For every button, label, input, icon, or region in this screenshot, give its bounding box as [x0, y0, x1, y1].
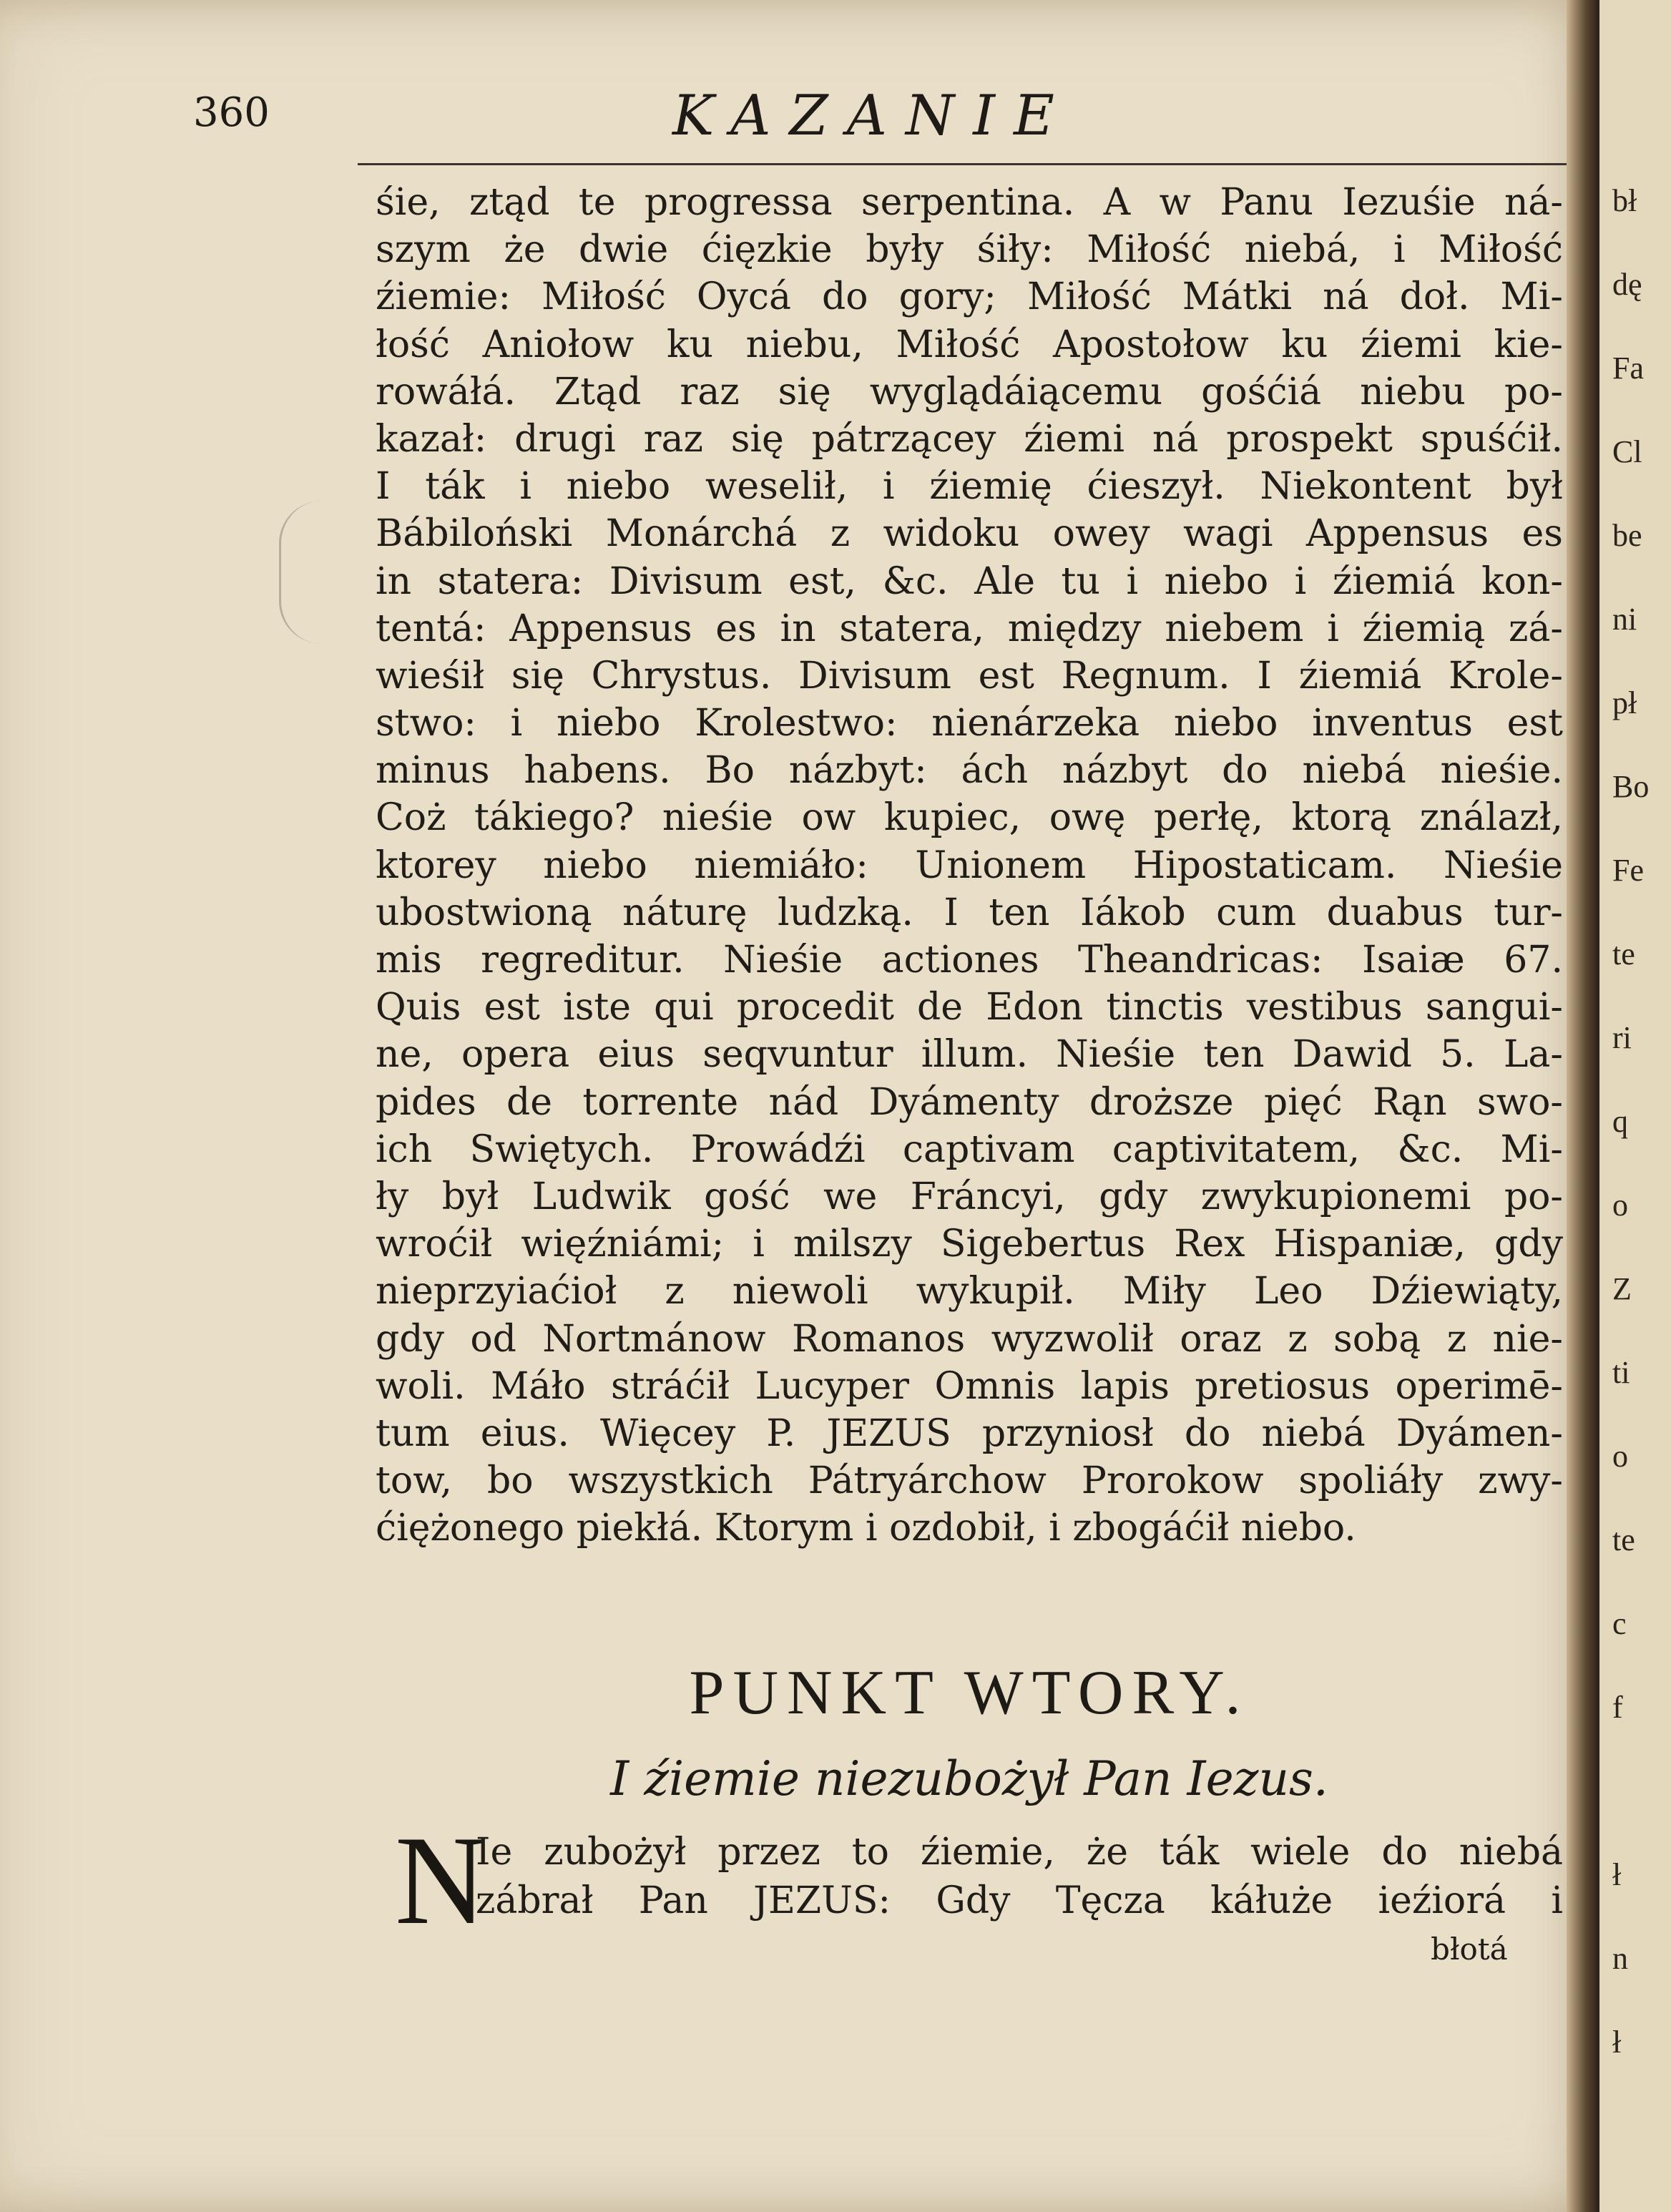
text-line: nieprzyiaćioł z niewoli wykupił. Miły Leo Dźiewiąty, [376, 1270, 1563, 1313]
next-page-fragment: q [1612, 1104, 1628, 1139]
text-line: pides de torrente nád Dyámenty droższe pięć Rąn swo- [376, 1080, 1563, 1124]
next-page-fragment: o [1612, 1439, 1628, 1474]
next-page-fragment: Z [1612, 1271, 1632, 1306]
text-line: rowáłá. Ztąd raz się wyglądáiącemu gośćiá niebu po- [376, 370, 1563, 413]
running-head: KAZANIE [672, 84, 1073, 148]
pencil-margin-mark [279, 501, 338, 644]
text-line: Ie zubożył przez to źiemie, że ták wiele do niebá [476, 1831, 1563, 1874]
text-line: szym że dwie ćięzkie były śiły: Miłość niebá, i Miłość [376, 228, 1563, 272]
text-line: in statera: Divisum est, &c. Ale tu i niebo i źiemiá kon- [376, 559, 1563, 603]
section-paragraph [476, 1828, 1563, 1925]
text-line: ubostwioną náturę ludzką. I ten Iákob cum duabus tur- [376, 891, 1563, 934]
drop-initial: N [395, 1809, 487, 1951]
text-line: ne, opera eius seqvuntur illum. Nieśie ten Dawid 5. La- [376, 1033, 1563, 1077]
page-number: 360 [193, 89, 270, 136]
text-line: źiemie: Miłość Oycá do gory; Miłość Mátki ná doł. Mi- [376, 275, 1563, 319]
next-page-fragment: c [1612, 1606, 1627, 1641]
text-line: ich Swiętych. Prowádźi captivam captivitatem, &c. Mi- [376, 1127, 1563, 1171]
next-page-fragment: Bo [1612, 769, 1650, 804]
text-line: woli. Máło stráćił Lucyper Omnis lapis pretiosus operimē- [376, 1364, 1563, 1408]
text-line: Bábiloński Monárchá z widoku owey wagi Appensus es [376, 512, 1563, 556]
body-text [376, 179, 1563, 1552]
text-line: wieśił się Chrystus. Divisum est Regnum. I źiemiá Krole- [376, 654, 1563, 698]
next-page-fragment: dę [1612, 267, 1642, 302]
page-header [193, 84, 1567, 154]
next-page-fragment: Fe [1612, 853, 1644, 888]
text-line: minus habens. Bo názbyt: ách názbyt do niebá nieśie. [376, 749, 1563, 793]
next-page-fragment: n [1612, 1941, 1628, 1976]
text-line: tentá: Appensus es in statera, między niebem i źiemią zá- [376, 607, 1563, 650]
section-subheading: I źiemie niezubożył Pan Iezus. [610, 1751, 1328, 1806]
text-line: tum eius. Więcey P. JEZUS przyniosł do niebá Dyámen- [376, 1411, 1563, 1455]
next-page-fragment: pł [1612, 685, 1637, 720]
text-line: mis regreditur. Nieśie actiones Theandricas: Isaiæ 67. [376, 939, 1563, 982]
next-page-fragment: bł [1612, 183, 1637, 218]
text-line: łość Aniołow ku niebu, Miłość Apostołow ku źiemi kie- [376, 323, 1563, 366]
text-line: I ták i niebo weselił, i źiemię ćieszył. Niekontent był [376, 465, 1563, 509]
text-line: stwo: i niebo Krolestwo: nienárzeka niebo inventus est [376, 702, 1563, 745]
next-page-fragment: ł [1612, 1857, 1622, 1892]
next-page-fragment: Fa [1612, 351, 1644, 386]
text-line: Quis est iste qui procedit de Edon tinctis vestibus sangui- [376, 986, 1563, 1029]
text-line: ćiężonego piekłá. Ktorym i ozdobił, i zbogáćił niebo. [376, 1507, 1356, 1550]
next-page-fragment: o [1612, 1188, 1628, 1223]
next-page-fragment: te [1612, 1522, 1635, 1557]
text-line: ły był Ludwik gość we Fráncyi, gdy zwykupionemi po- [376, 1175, 1563, 1218]
next-page-fragment: Cl [1612, 434, 1642, 469]
text-line: gdy od Nortmánow Romanos wyzwolił oraz z sobą z nie- [376, 1317, 1563, 1361]
text-line: śie, ztąd te progressa serpentina. A w Panu Iezuśie ná- [376, 181, 1563, 224]
text-line: wroćił więźniámi; i milszy Sigebertus Rex Hispaniæ, gdy [376, 1223, 1563, 1266]
text-line: zábrał Pan JEZUS: Gdy Tęcza káłuże ieźiorá i [476, 1879, 1563, 1922]
section-heading: PUNKT WTORY. [689, 1658, 1250, 1728]
next-page-fragment: te [1612, 936, 1635, 972]
next-page-fragment: ri [1612, 1020, 1632, 1055]
next-page-fragment: f [1612, 1690, 1623, 1725]
text-line: tow, bo wszystkich Pátryárchow Prorokow spoliáły zwy- [376, 1459, 1563, 1503]
book-gutter [1567, 0, 1599, 2212]
catchword: błotá [1431, 1932, 1508, 1967]
text-line: ktorey niebo niemiáło: Unionem Hipostaticam. Nieśie [376, 843, 1563, 887]
next-page-edge [1599, 0, 1671, 2212]
next-page-fragment: ni [1612, 602, 1637, 637]
header-rule [358, 163, 1567, 165]
text-line: Coż tákiego? nieśie ow kupiec, owę perłę, ktorą ználazł, [376, 796, 1563, 840]
next-page-fragment: be [1612, 518, 1642, 553]
next-page-fragment: ł [1612, 2025, 1622, 2060]
next-page-fragment: ti [1612, 1355, 1630, 1390]
text-line: kazał: drugi raz się pátrzącey źiemi ná prospekt spuśćił. [376, 417, 1563, 461]
